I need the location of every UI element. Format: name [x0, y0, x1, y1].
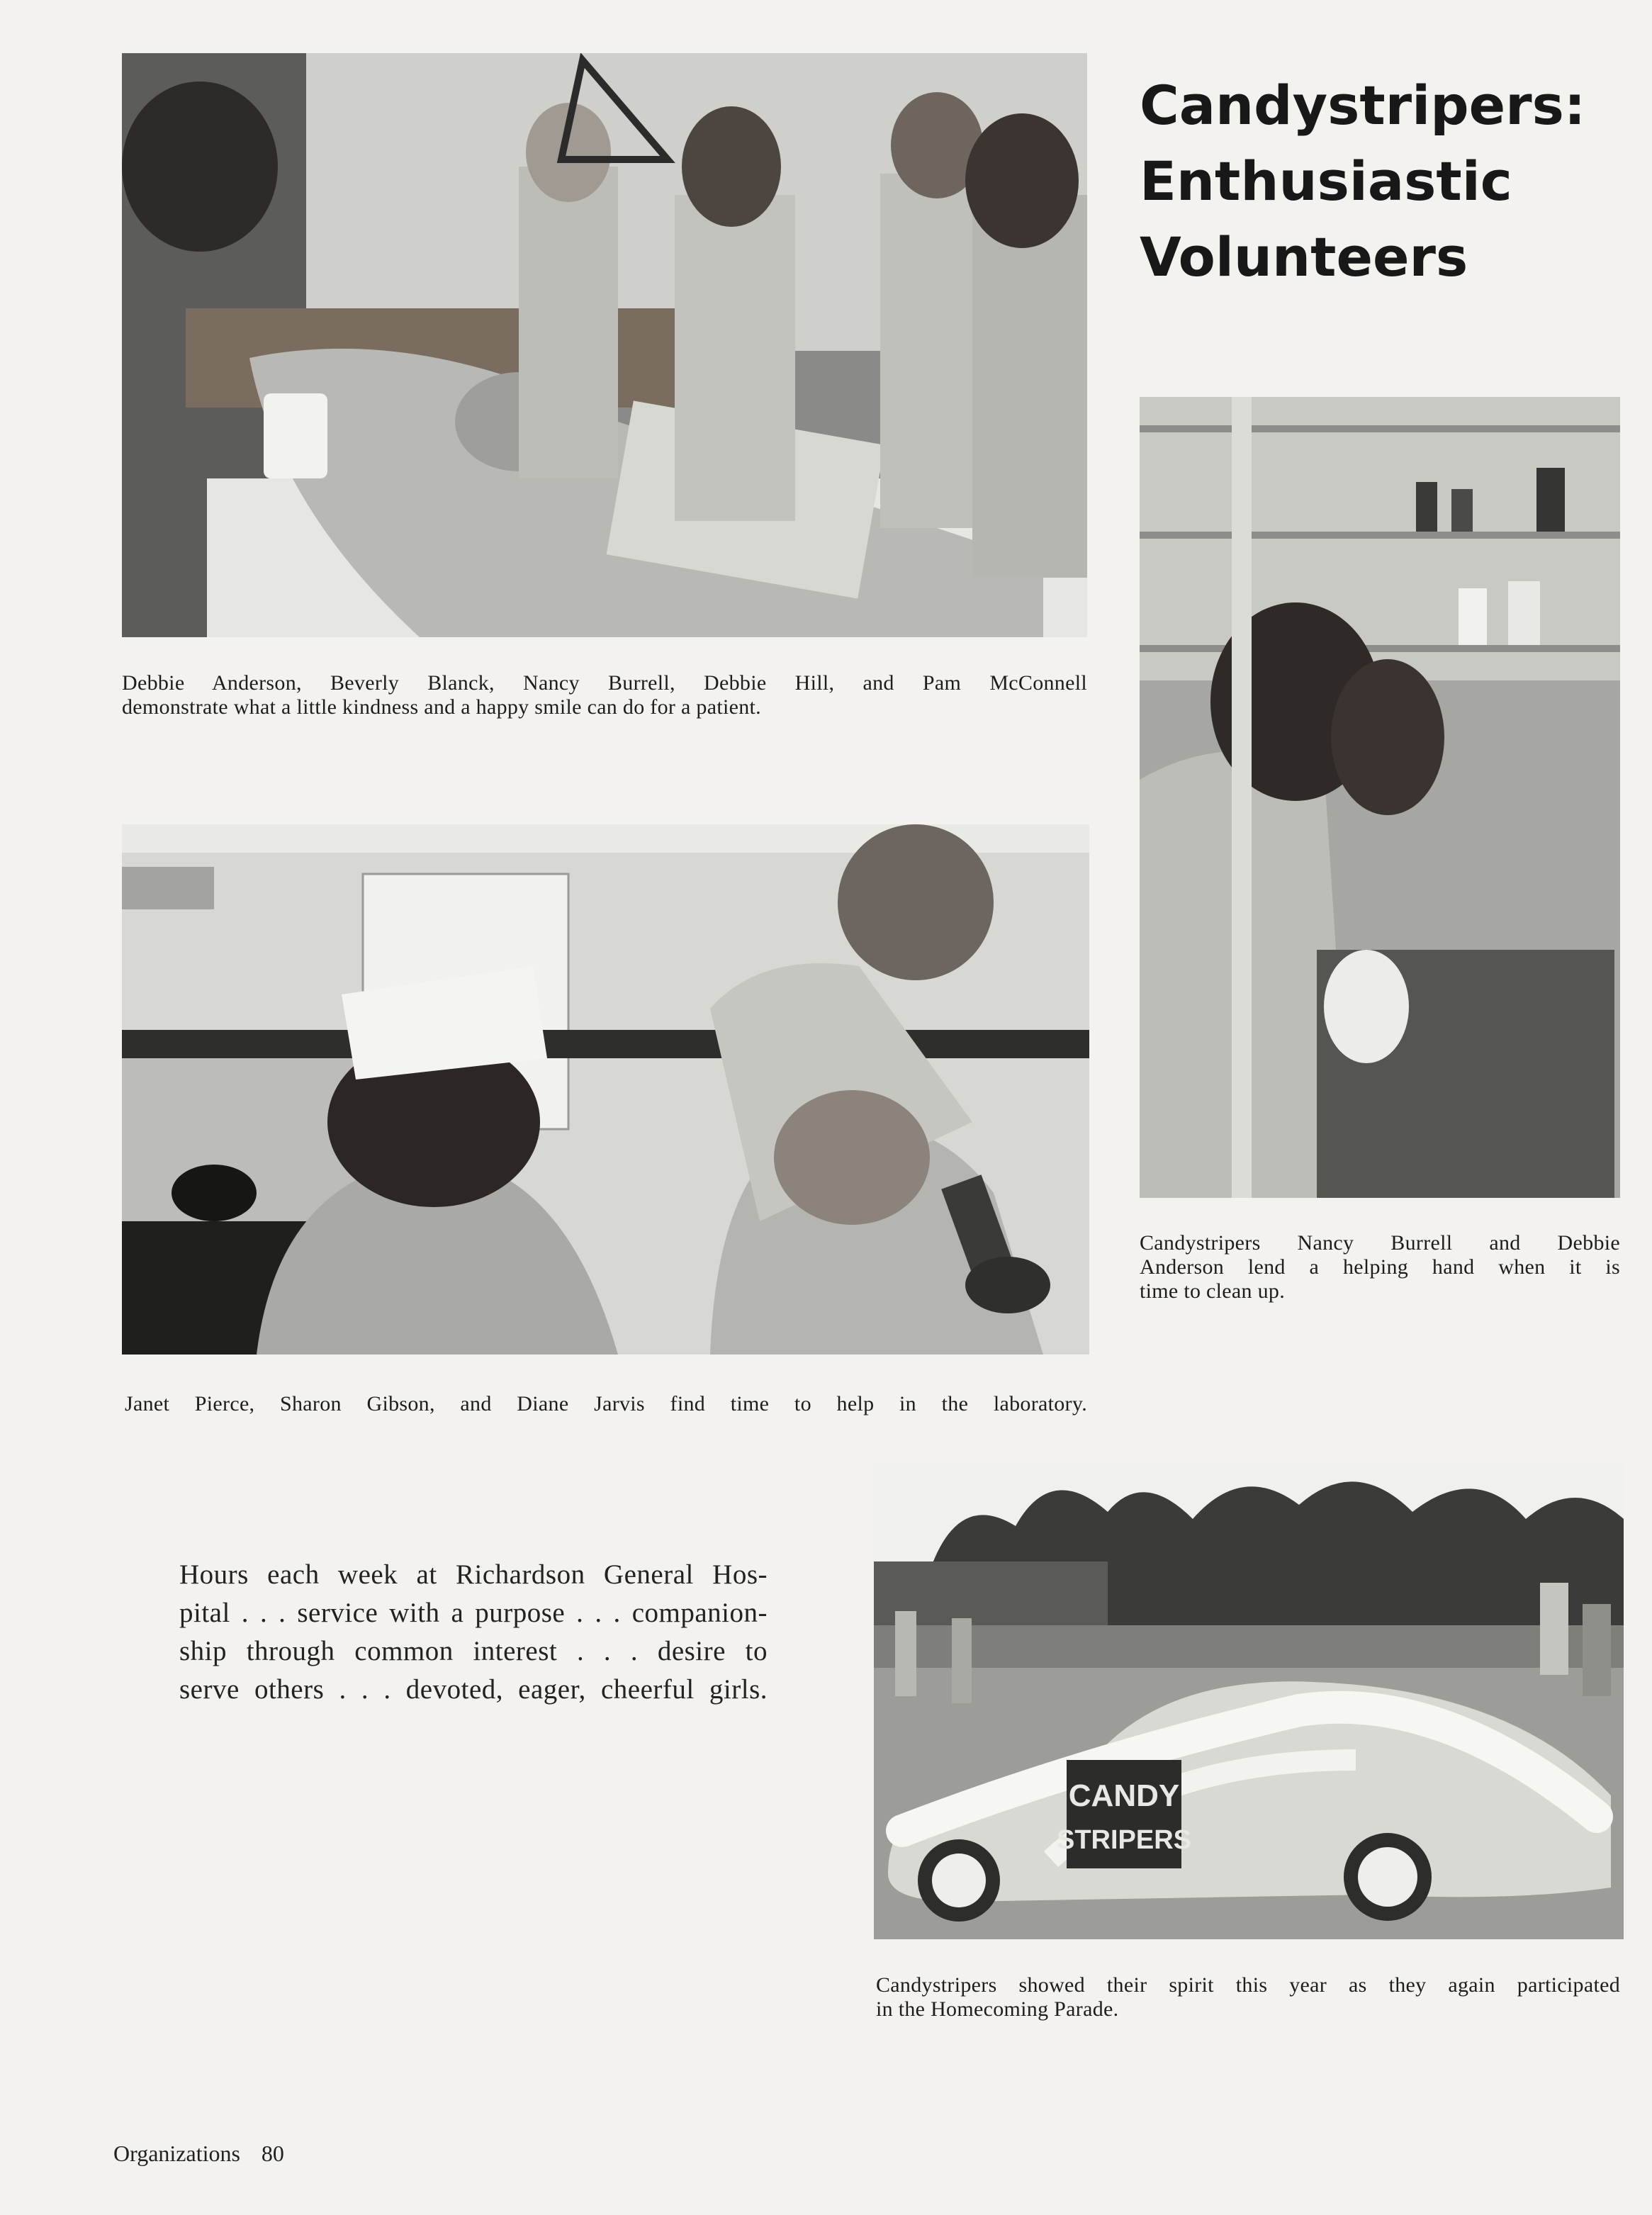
- caption-patient-line-1: Debbie Anderson, Beverly Blanck, Nancy Burrell, Debbie Hill, and Pam McConnell: [122, 671, 1087, 695]
- caption-parade: [876, 1973, 1620, 2021]
- title-line-3: Volunteers: [1140, 225, 1468, 288]
- body-text-line-4: serve others . . . devoted, eager, cheerful girls.: [179, 1674, 768, 1705]
- title-line-2: Enthusiastic: [1140, 150, 1512, 213]
- body-text-line-2: pital . . . service with a purpose . . . companion-: [179, 1598, 768, 1628]
- caption-cleanup-line-1: Candystripers Nancy Burrell and Debbie: [1140, 1231, 1620, 1255]
- photo-cleanup: [1140, 397, 1620, 1198]
- caption-cleanup-line-3: time to clean up.: [1140, 1279, 1286, 1303]
- photo-cleanup-art: [1140, 397, 1620, 1198]
- body-text-line-3: ship through common interest . . . desire to: [179, 1636, 768, 1666]
- caption-patient-line-2: demonstrate what a little kindness and a happy smile can do for a patient.: [122, 695, 761, 719]
- footer-section: Organizations: [113, 2141, 240, 2166]
- photo-laboratory: [122, 824, 1089, 1355]
- caption-parade-line-2: in the Homecoming Parade.: [876, 1997, 1119, 2021]
- caption-patient: [122, 671, 1087, 719]
- body-text: [179, 1556, 768, 1709]
- body-text-line-1: Hours each week at Richardson General Hos-: [179, 1559, 768, 1590]
- caption-cleanup-line-2: Anderson lend a helping hand when it is: [1140, 1255, 1620, 1279]
- photo-patient-art: [122, 53, 1087, 637]
- page-title: [1140, 67, 1622, 295]
- photo-laboratory-art: [122, 824, 1089, 1355]
- caption-laboratory-line-1: Janet Pierce, Sharon Gibson, and Diane Jarvis find time to help in the laboratory.: [125, 1392, 1087, 1415]
- caption-cleanup: [1140, 1231, 1620, 1303]
- photo-parade-art: [874, 1462, 1624, 1939]
- parade-sign-line-1: CANDY: [1068, 1778, 1180, 1813]
- title-line-1: Candystripers:: [1140, 74, 1586, 137]
- footer-page-number: 80: [261, 2141, 284, 2166]
- photo-patient: [122, 53, 1087, 637]
- page-footer: [113, 2141, 284, 2167]
- caption-parade-line-1: Candystripers showed their spirit this year as they again participated: [876, 1973, 1620, 1997]
- photo-parade: [874, 1462, 1624, 1939]
- parade-sign-line-2: STRIPERS: [1056, 1825, 1192, 1855]
- caption-laboratory: [125, 1392, 1087, 1416]
